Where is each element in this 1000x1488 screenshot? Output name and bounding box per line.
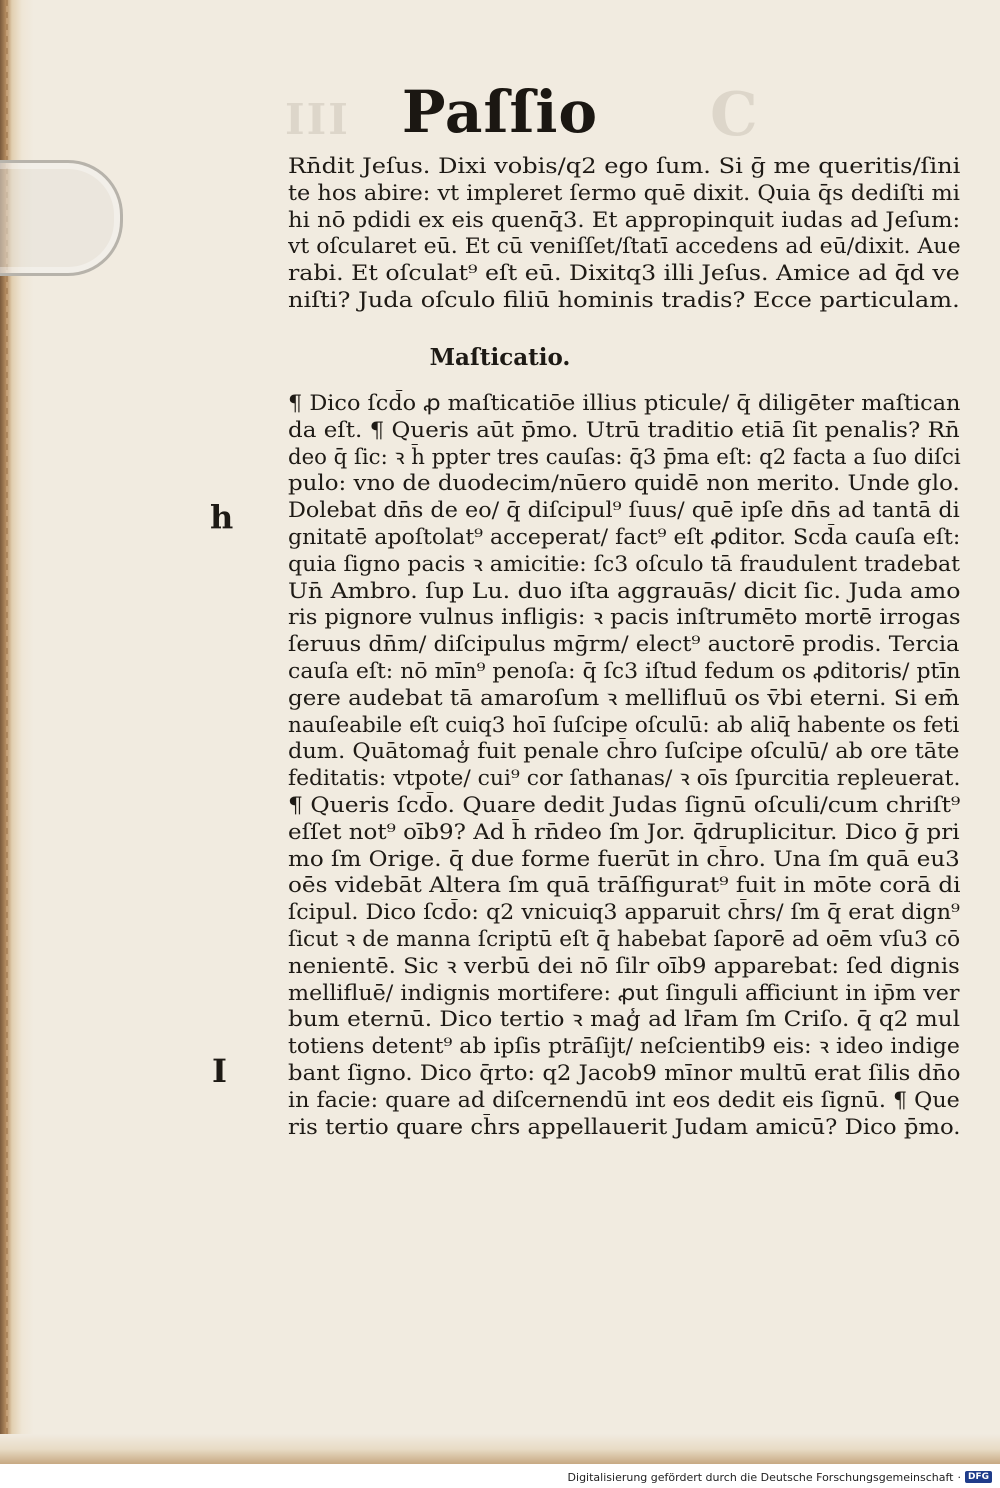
- text-line: gnitatē apoſtolat⁹ acceperat/ fact⁹ eſt ꝓditor. Scd̄a cauſa eſt:: [288, 524, 961, 549]
- text-line: in facie: quare ad diſcernendū int eos dedit eis ſignū. ¶ Que: [288, 1087, 960, 1112]
- text-line: da eſt. ¶ Queris aūt p̄mo. Utrū traditio etiā ſit penalis? Rn̄: [288, 417, 960, 442]
- paper-clip: [0, 160, 123, 276]
- text-line: cauſa eſt: nō mīn⁹ penoſa: q̄ ſc3 iſtud fedum os ꝓditoris/ ptīn: [288, 658, 961, 683]
- credit-text: Digitalisierung gefördert durch die Deutsche Forschungsgemeinschaft: [567, 1470, 954, 1484]
- section-heading: Maſticatio.: [429, 344, 571, 371]
- paragraph-opening: [288, 153, 968, 314]
- text-line: ris pignore vulnus infligis: ꝛ pacis inſtrumēto mortē irrogas: [288, 605, 961, 630]
- text-line: dum. Quātomag̾ fuit penale ch̄ro ſuſcipe oſculū/ ab ore tāte: [288, 739, 960, 764]
- credit-separator: ·: [957, 1470, 961, 1484]
- text-line: deo q̄ ſic: ꝛ h̄ ppter tres cauſas: q̄3 p̄ma eſt: q2 facta a ſuo diſci: [288, 444, 961, 469]
- text-line: Un̄ Ambro. ſup Lu. duo iſta aggrauās/ dicit ſic. Juda amo: [288, 578, 961, 603]
- margin-letter: I: [212, 1052, 227, 1090]
- text-line: bum eternū. Dico tertio ꝛ mag̾ ad lr̄am ſm Criſo. q̄ q2 mul: [288, 1007, 961, 1032]
- text-line: ſeruus dn̄m/ diſcipulus mḡrm/ elect⁹ auctorē prodis. Tercia: [288, 632, 960, 657]
- text-line: Dolebat dn̄s de eo/ q̄ diſcipul⁹ ſuus/ quē ipſe dn̄s ad tantā di: [288, 498, 960, 523]
- text-line: pulo: vno de duodecim/nūero quidē non merito. Unde glo.: [288, 471, 960, 496]
- text-line: ris tertio quare ch̄rs appellauerit Judam amicū? Dico p̄mo.: [288, 1114, 961, 1139]
- text-line: ¶ Dico ſcd̄o ꝓ maſticatiōe illius pticule/ q̄ diligēter maſtican: [288, 391, 961, 415]
- text-line: feditatis: vtpote/ cui⁹ cor ſathanas/ ꝛ oīs ſpurcitia repleuerat.: [288, 766, 961, 791]
- text-line: hi nō pdidi ex eis quenq̄3. Et appropinquit iudas ad Jeſum:: [288, 207, 961, 232]
- text-line: mellifluē/ indignis mortifere: ꝓut ſinguli afficiunt in ip̄m ver: [288, 980, 960, 1005]
- margin-letter: h: [210, 498, 234, 536]
- dfg-logo-icon: DFG: [965, 1471, 992, 1483]
- text-line: nenientē. Sic ꝛ verbū dei nō ſilr oīb9 apparebat: ſed dignis: [288, 953, 960, 978]
- text-line: niſti? Juda oſculo filiū hominis tradis? Ecce particulam.: [288, 287, 960, 312]
- text-line: rabi. Et oſculat⁹ eſt eū. Dixitq3 illi Jeſus. Amice ad q̄d ve: [288, 261, 960, 286]
- text-line: quia ſigno pacis ꝛ amicitie: ſc3 oſculo tā fraudulent tradebat: [288, 551, 960, 576]
- text-line: totiens detent⁹ ab ipſis ptrāſijt/ neſcientib9 eis: ꝛ ideo indige: [288, 1034, 960, 1059]
- text-line: Rn̄dit Jeſus. Dixi vobis/q2 ego ſum. Si ḡ me queritis/ſini: [288, 154, 961, 178]
- text-line: oēs videbāt Altera ſm quā trāſfigurat⁹ fuit in mōte corā di: [288, 873, 961, 898]
- paragraph-masticatio: [288, 390, 968, 1140]
- text-line: vt oſcularet eū. Et cū veniſſet/ſtatī accedens ad eū/dixit. Aue: [288, 234, 961, 259]
- show-through-text: C: [710, 80, 758, 150]
- text-line: ſicut ꝛ de manna ſcriptū eſt q̄ habebat ſaporē ad oēm vſu3 cō: [288, 926, 961, 951]
- page-bottom-edge: [0, 1434, 1000, 1464]
- text-line: te hos abire: vt impleret ſermo quē dixit. Quia q̄s dediſti mi: [288, 180, 960, 205]
- digitization-credit: [568, 1469, 992, 1485]
- text-line: gere audebat tā amaroſum ꝛ mellifluū os v̄bi eterni. Si em̄: [288, 685, 960, 710]
- show-through-text: III: [285, 95, 350, 144]
- text-line: nauſeabile eſt cuiq3 hoī ſuſcipe oſculū: ab aliq̄ habente os feti: [288, 712, 960, 737]
- text-line: ſcipul. Dico ſcd̄o: q2 vnicuiq3 apparuit ch̄rs/ ſm q̄ erat dign⁹: [288, 900, 960, 925]
- text-line: ¶ Queris ſcd̄o. Quare dedit Judas ſignū oſculi/cum chriſt⁹: [288, 792, 961, 817]
- page-title: Paſſio: [401, 78, 599, 146]
- text-line: bant ſigno. Dico q̄rto: q2 Jacob9 mīnor multū erat ſilis dn̄o: [288, 1060, 961, 1085]
- text-line: mo ſm Orige. q̄ due forme fuerūt in ch̄ro. Una ſm quā eu3: [288, 846, 960, 871]
- text-line: eſſet not⁹ oīb9? Ad h̄ rn̄deo ſm Jor. q̄druplicitur. Dico ḡ pri: [288, 819, 960, 844]
